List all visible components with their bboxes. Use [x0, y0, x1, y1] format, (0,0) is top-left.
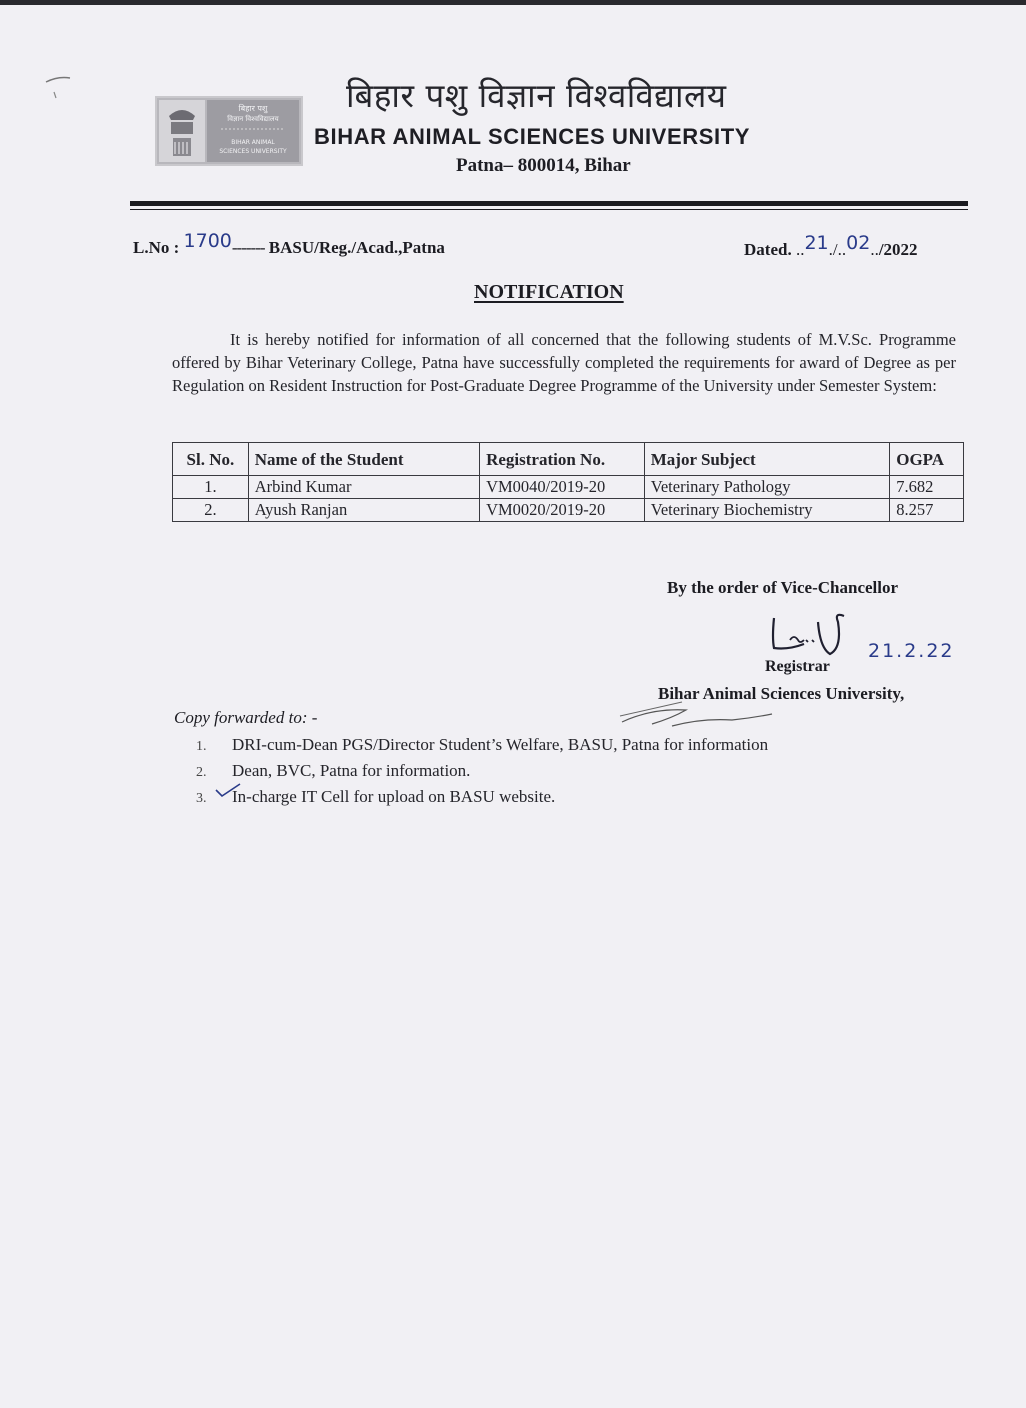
cell-registration-no: VM0020/2019-20	[480, 499, 645, 522]
received-scrawl	[612, 696, 782, 736]
list-item-number: 1.	[196, 739, 207, 754]
header-sl-no: Sl. No.	[173, 443, 249, 476]
letter-date-label: Dated.	[744, 240, 792, 259]
university-logo	[155, 96, 303, 166]
header-rule-thin	[130, 209, 968, 210]
letter-number-handwritten: 1700	[183, 230, 232, 252]
cell-sl-no: 2.	[173, 499, 249, 522]
list-item	[196, 786, 768, 812]
letter-number-suffix: BASU/Reg./Acad.,Patna	[268, 238, 445, 257]
order-of-vice-chancellor: By the order of Vice-Chancellor	[667, 578, 899, 597]
logo-text-line-2: विज्ञान विश्वविद्यालय	[227, 115, 279, 123]
university-signature-line: Bihar Animal Sciences University,	[658, 684, 905, 703]
letter-number: L.No : 1700------- BASU/Reg./Acad.,Patna	[133, 230, 445, 257]
header-rule-thick	[130, 201, 968, 206]
letter-date-day: 21	[804, 232, 829, 254]
list-item-number: 3.	[196, 791, 207, 806]
cell-ogpa: 7.682	[890, 476, 964, 499]
table-header-row	[173, 443, 964, 476]
scan-edge	[0, 0, 1026, 5]
cell-sl-no: 1.	[173, 476, 249, 499]
table-row	[173, 499, 964, 522]
list-item-text: In-charge IT Cell for upload on BASU website.	[232, 787, 556, 806]
logo-text-line-1: बिहार पशु	[238, 104, 268, 113]
header-student-name: Name of the Student	[248, 443, 479, 476]
margin-pen-mark	[44, 70, 72, 100]
copy-forwarded-list	[196, 734, 768, 812]
logo-text-line-4: SCIENCES UNIVERSITY	[219, 148, 287, 155]
registrar-designation: Registrar	[765, 658, 830, 675]
students-table	[172, 442, 964, 522]
copy-forwarded-heading: Copy forwarded to: -	[174, 708, 318, 727]
letter-date-year: /2022	[878, 240, 918, 259]
header-major-subject: Major Subject	[644, 443, 889, 476]
list-item	[196, 760, 768, 786]
notification-body: It is hereby notified for information of all concerned that the following students of M.V.Sc. Programme offered by Bihar Veterinary College, Patna have successfully completed the requirements for award of Degree as per Regulation on Resident Instruction for Post-Graduate Degree Programme of the University under Semester System:	[172, 330, 956, 395]
cell-registration-no: VM0040/2019-20	[480, 476, 645, 499]
cell-ogpa: 8.257	[890, 499, 964, 522]
letter-date-month: 02	[846, 232, 871, 254]
list-item-number: 2.	[196, 765, 207, 780]
signature-handwritten-date: 21.2.22	[868, 640, 955, 662]
list-item-text: DRI-cum-Dean PGS/Director Student’s Welfare, BASU, Patna for information	[232, 735, 769, 754]
cell-student-name: Arbind Kumar	[248, 476, 479, 499]
list-item	[196, 734, 768, 760]
header-registration-no: Registration No.	[480, 443, 645, 476]
university-address: Patna– 800014, Bihar	[456, 155, 631, 176]
cell-major-subject: Veterinary Pathology	[644, 476, 889, 499]
tick-mark-icon	[214, 782, 242, 798]
header-ogpa: OGPA	[890, 443, 964, 476]
notification-heading: NOTIFICATION	[474, 281, 624, 303]
cell-major-subject: Veterinary Biochemistry	[644, 499, 889, 522]
university-name-english: BIHAR ANIMAL SCIENCES UNIVERSITY	[314, 124, 751, 149]
cell-student-name: Ayush Ranjan	[248, 499, 479, 522]
letter-number-label: L.No :	[133, 238, 180, 257]
logo-text-line-3: BIHAR ANIMAL	[231, 139, 275, 146]
university-name-hindi: बिहार पशु विज्ञान विश्वविद्यालय	[346, 76, 727, 115]
list-item-text: Dean, BVC, Patna for information.	[232, 761, 471, 780]
letter-date: Dated. ..21./..02../2022	[744, 232, 918, 259]
table-row	[173, 476, 964, 499]
